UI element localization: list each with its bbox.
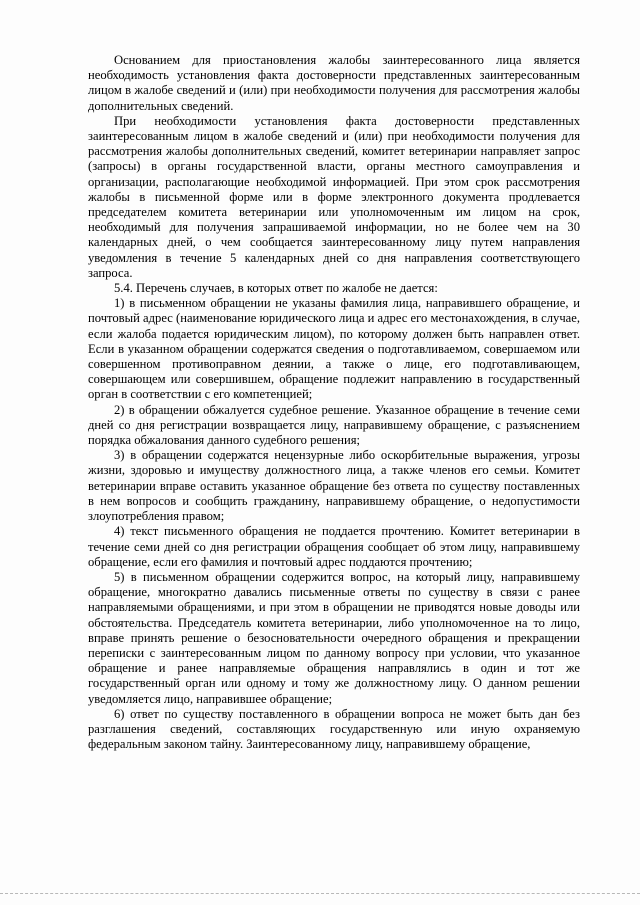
paragraph-additional-info-request: При необходимости установления факта достоверности представленных заинтересованным лицом в жалобе сведений и (или) при необходимости получения для рассмотрения жалобы дополнительных сведений, комитет ветеринарии направляет запрос (запросы) в органы государственной власти, органы местного самоуправления и организации, располагающие необходимой информацией. При этом срок рассмотрения жалобы в письменной форме или в форме электронного документа продлевается председателем комитета ветеринарии или уполномоченным им лицом на срок, необходимый для получения запрашиваемой информации, но не более чем на 30 календарных дней, о чем сообщается заинтересованному лицу путем направления уведомления в течение 5 календарных дней со дня направления соответствующего запроса. (88, 113, 580, 280)
list-item-1: 1) в письменном обращении не указаны фамилия лица, направившего обращение, и почтовый адрес (наименование юридического лица и адрес его местонахождения, в случае, если жалоба подается юридическим лицом), по которому должен быть направлен ответ. Если в указанном обращении содержатся сведения о подготавливаемом, совершаемом или совершенном противоправном деянии, а также о лице, его подготавливающем, совершающем или совершившем, обращение подлежит направлению в государственный орган в соответствии с его компетенцией; (88, 296, 580, 402)
page-bottom-edge (0, 893, 640, 894)
section-5-4-heading: 5.4. Перечень случаев, в которых ответ по жалобе не дается: (114, 281, 438, 296)
paragraph-suspension-grounds: Основанием для приостановления жалобы заинтересованного лица является необходимость установления факта достоверности представленных заинтересованным лицом в жалобе сведений и (или) при необходимости получения для рассмотрения жалобы дополнительных сведений. (88, 53, 580, 113)
list-item-3: 3) в обращении содержатся нецензурные либо оскорбительные выражения, угрозы жизни, здоровью и имуществу должностного лица, а также членов его семьи. Комитет ветеринарии вправе оставить указанное обращение без ответа по существу поставленных в нем вопросов и сообщить гражданину, направившему обращение, о недопустимости злоупотребления правом; (88, 448, 580, 524)
document-body (88, 53, 580, 752)
list-item-2: 2) в обращении обжалуется судебное решение. Указанное обращение в течение семи дней со дня регистрации возвращается лицу, направившему обращение, с разъяснением порядка обжалования данного судебного решения; (88, 402, 580, 448)
list-item-6: 6) ответ по существу поставленного в обращении вопроса не может быть дан без разглашения сведений, составляющих государственную или иную охраняемую федеральным законом тайну. Заинтересованному лицу, направившему обращение, (88, 706, 580, 752)
list-item-5: 5) в письменном обращении содержится вопрос, на который лицу, направившему обращение, многократно давались письменные ответы по существу в связи с ранее направляемыми обращениями, и при этом в обращении не приводятся новые доводы или обстоятельства. Председатель комитета ветеринарии, либо уполномоченное на то лицо, вправе принять решение о безосновательности очередного обращения и прекращении переписки с заинтересованным лицом по данному вопросу при условии, что указанное обращение и ранее направляемые обращения направлялись в один и тот же государственный орган или одному и тому же должностному лицу. О данном решении уведомляется лицо, направившее обращение; (88, 569, 580, 706)
list-item-4: 4) текст письменного обращения не поддается прочтению. Комитет ветеринарии в течение семи дней со дня регистрации обращения сообщает об этом лицу, направившему обращение, если его фамилия и почтовый адрес поддаются прочтению; (88, 524, 580, 569)
